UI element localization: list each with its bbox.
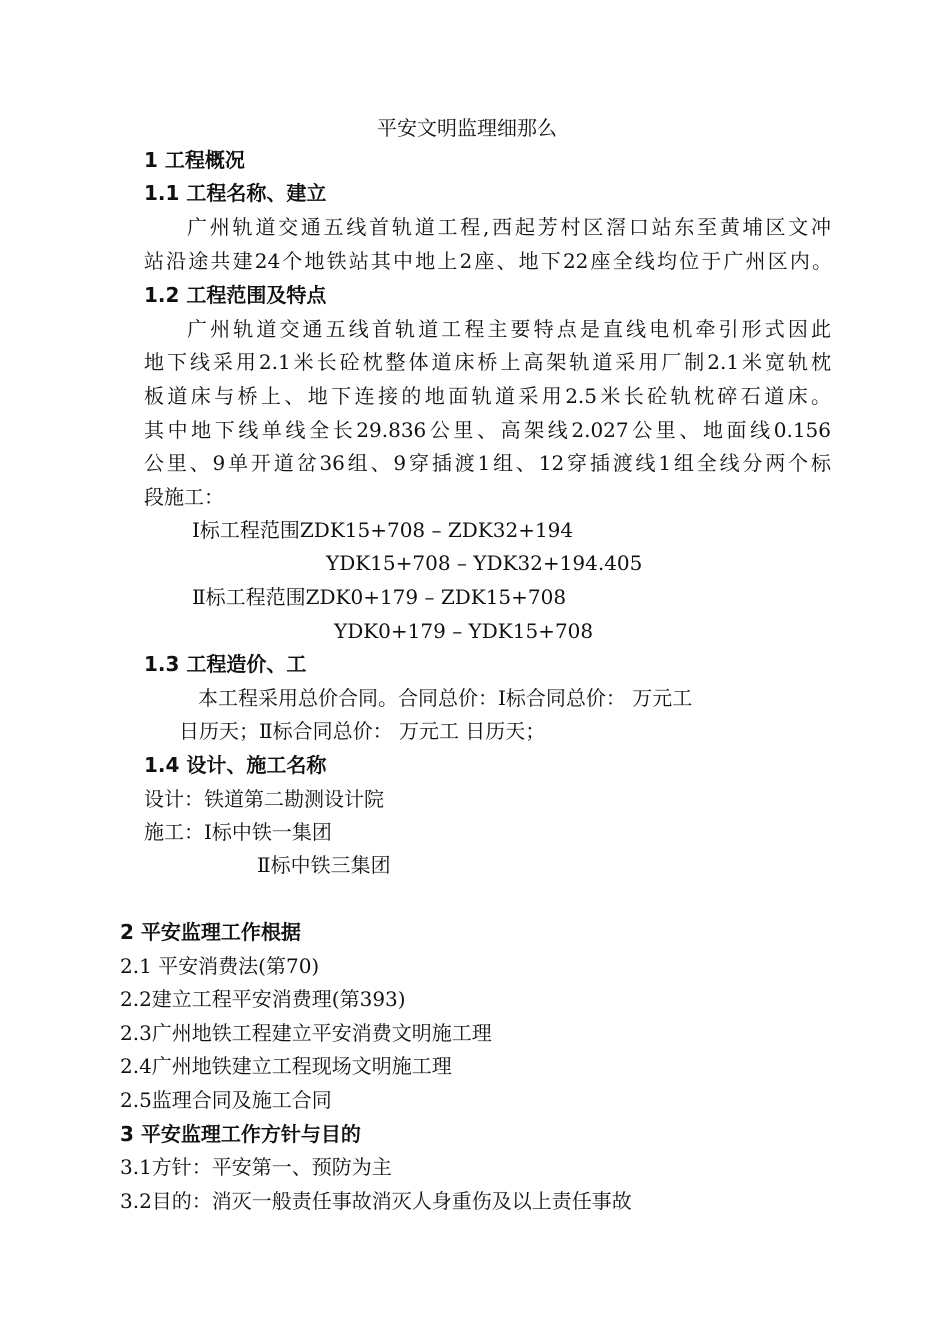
range-line: YDK0+179 – YDK15+708 [334, 619, 594, 643]
construction-line: Ⅱ标中铁三集团 [257, 853, 391, 877]
paragraph-line: 地下线采用2.1米长砼枕整体道床桥上高架轨道采用厂制2.1米宽轨枕 [144, 350, 831, 374]
range-line: Ⅱ标工程范围ZDK0+179 – ZDK15+708 [192, 585, 567, 609]
subsection-1-3-heading: 1.3 工程造价、工 [144, 652, 307, 676]
subsection-1-1-heading: 1.1 工程名称、建立 [144, 181, 327, 205]
range-line: Ⅰ标工程范围ZDK15+708 – ZDK32+194 [192, 518, 574, 542]
subsection-1-2-heading: 1.2 工程范围及特点 [144, 283, 327, 307]
paragraph-line: 板道床与桥上、地下连接的地面轨道采用2.5米长砼轨枕碎石道床。 [144, 384, 831, 408]
paragraph-line: 广州轨道交通五线首轨道工程主要特点是直线电机牵引形式因此 [187, 317, 831, 341]
list-item: 2.1 平安消费法(第70) [120, 954, 320, 978]
paragraph-line: 广州轨道交通五线首轨道工程,西起芳村区滘口站东至黄埔区文冲 [187, 215, 831, 239]
list-item: 2.3广州地铁工程建立平安消费文明施工理 [120, 1021, 492, 1045]
list-item: 2.5监理合同及施工合同 [120, 1088, 332, 1112]
page-title: 平安文明监理细那么 [377, 116, 557, 140]
section-3-heading: 3 平安监理工作方针与目的 [120, 1122, 361, 1146]
list-item: 3.1方针：平安第一、预防为主 [120, 1155, 392, 1179]
construction-line: 施工：Ⅰ标中铁一集团 [144, 820, 332, 844]
paragraph-line: 日历天；Ⅱ标合同总价： 万元工 日历天； [179, 719, 546, 743]
paragraph-line: 站沿途共建24个地铁站其中地上2座、地下22座全线均位于广州区内。 [144, 249, 832, 273]
subsection-1-4-heading: 1.4 设计、施工名称 [144, 753, 327, 777]
section-2-heading: 2 平安监理工作根据 [120, 920, 301, 944]
list-item: 3.2目的：消灭一般责任事故消灭人身重伤及以上责任事故 [120, 1189, 632, 1213]
section-1-heading: 1 工程概况 [144, 148, 245, 172]
list-item: 2.4广州地铁建立工程现场文明施工理 [120, 1054, 452, 1078]
paragraph-line: 公里、9单开道岔36组、9穿插渡1组、12穿插渡线1组全线分两个标 [144, 451, 831, 475]
paragraph-line: 本工程采用总价合同。合同总价：Ⅰ标合同总价： 万元工 [198, 686, 693, 710]
range-line: YDK15+708 – YDK32+194.405 [326, 551, 643, 575]
paragraph-line: 段施工： [144, 485, 224, 509]
design-line: 设计：铁道第二勘测设计院 [144, 787, 384, 811]
list-item: 2.2建立工程平安消费理(第393) [120, 987, 406, 1011]
paragraph-line: 其中地下线单线全长29.836公里、高架线2.027公里、地面线0.156 [144, 418, 831, 442]
